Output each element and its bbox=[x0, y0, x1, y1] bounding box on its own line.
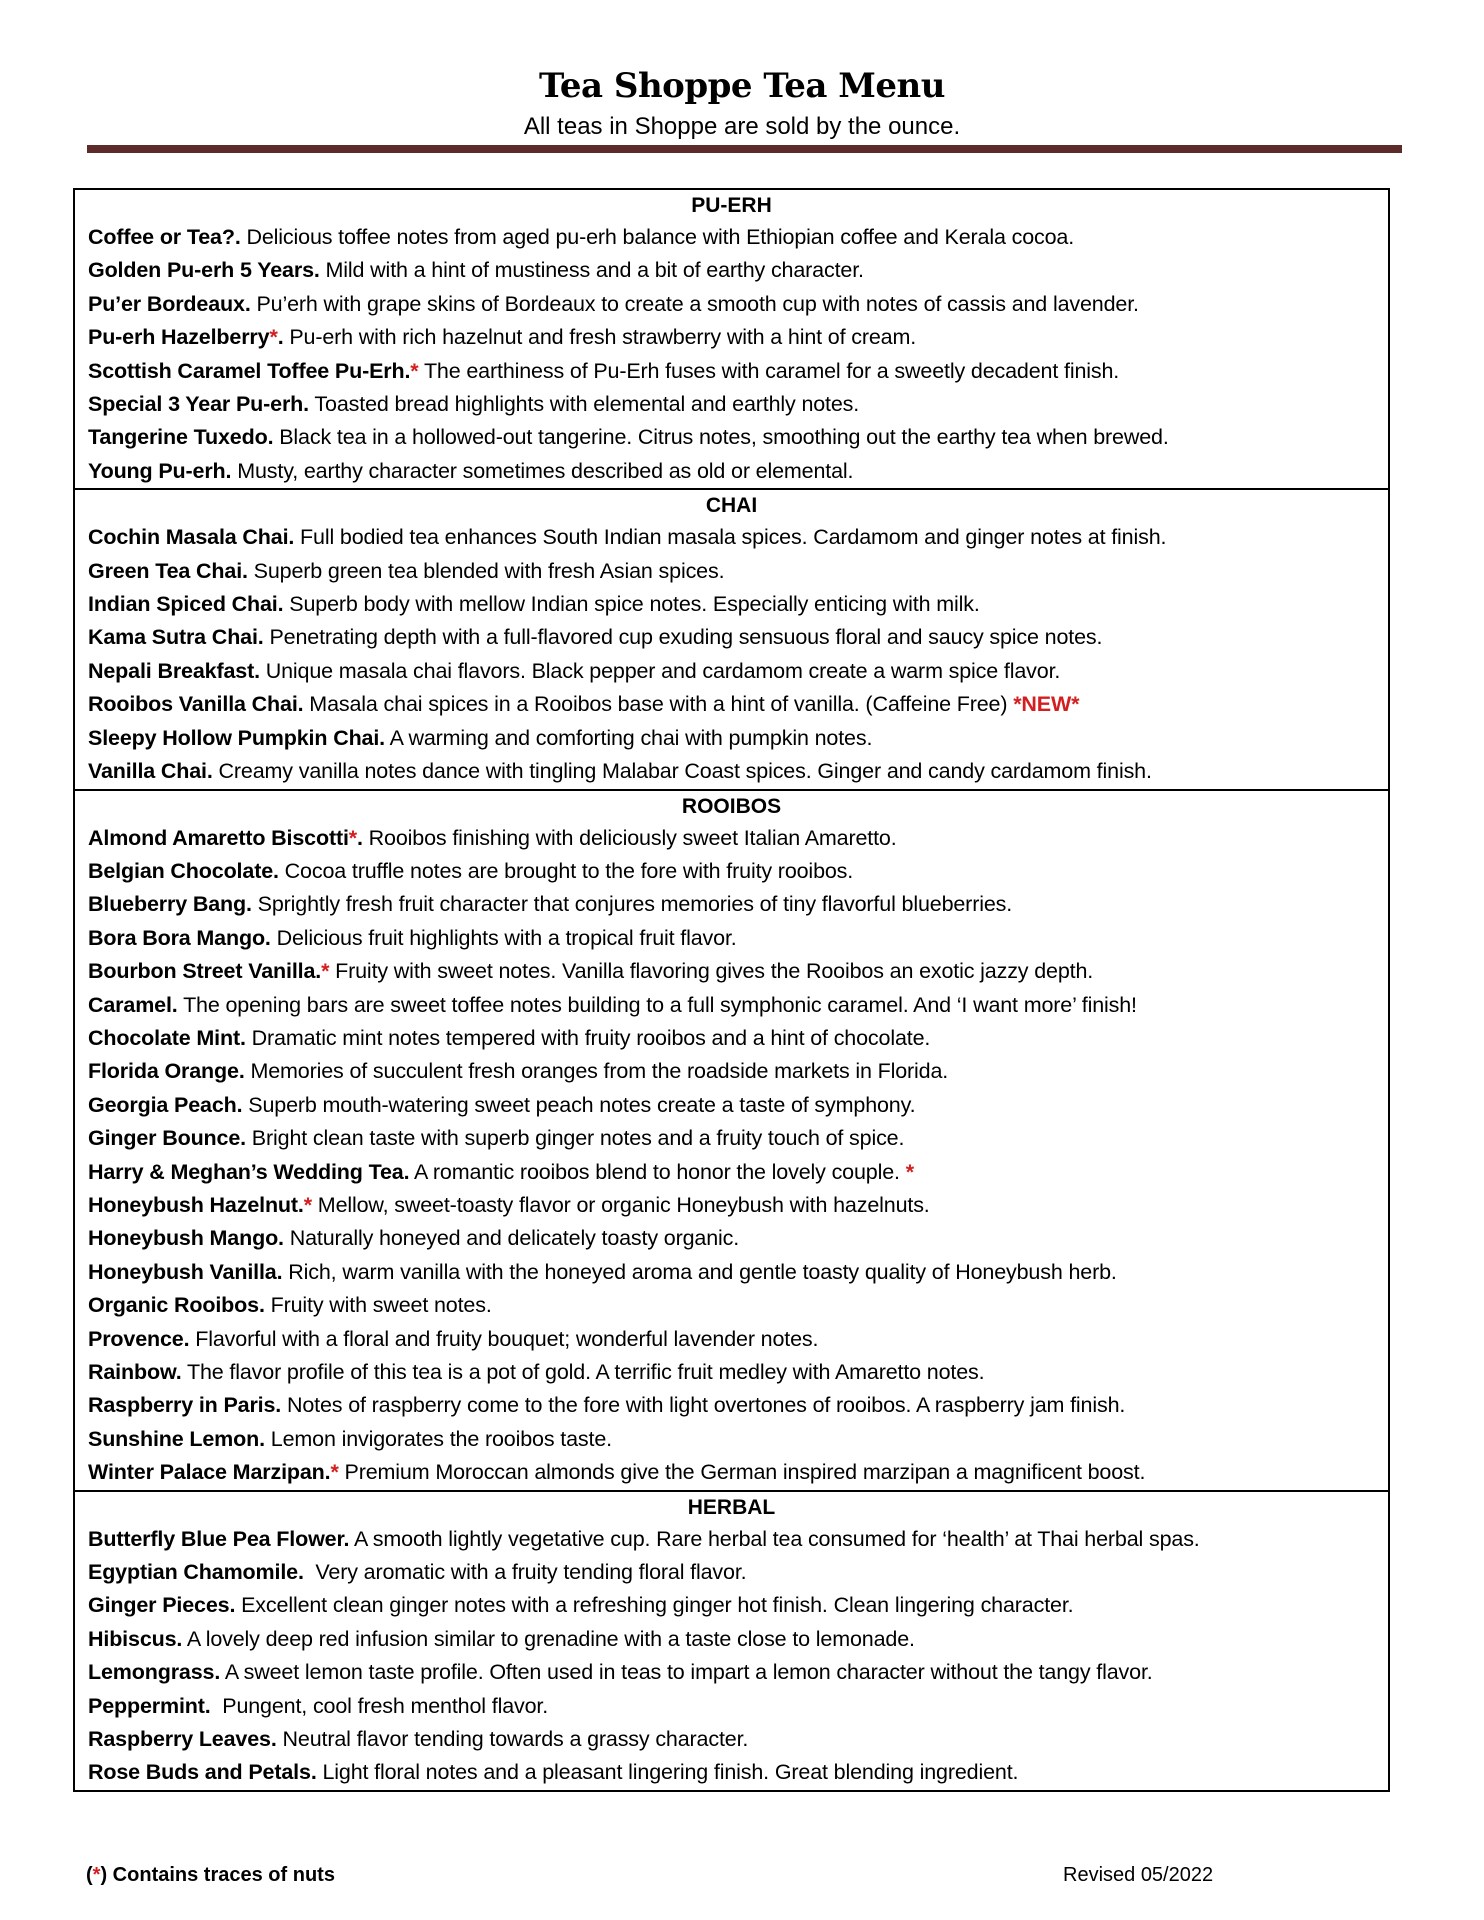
tea-name: Honeybush Mango. bbox=[88, 1226, 284, 1251]
tea-description: Excellent clean ginger notes with a refreshing ginger hot finish. Clean lingering character. bbox=[235, 1593, 1074, 1618]
nut-marker: * bbox=[321, 959, 330, 984]
tea-name-punct: . bbox=[303, 392, 309, 417]
tea-name: Peppermint bbox=[88, 1693, 205, 1718]
tea-description: The opening bars are sweet toffee notes building to a full symphonic caramel. And ‘I want more’ finish! bbox=[177, 992, 1137, 1017]
tea-item bbox=[75, 1389, 1388, 1422]
tea-description: Rooibos finishing with deliciously sweet Italian Amaretto. bbox=[362, 825, 897, 850]
tea-name: Provence. bbox=[88, 1326, 190, 1351]
tea-item bbox=[75, 288, 1388, 321]
tea-description: Light floral notes and a pleasant lingering finish. Great blending ingredient. bbox=[316, 1760, 1019, 1785]
tea-item bbox=[75, 555, 1388, 588]
nut-marker: * bbox=[348, 825, 358, 850]
menu-section bbox=[75, 488, 1388, 788]
tea-description: Delicious toffee notes from aged pu-erh balance with Ethiopian coffee and Kerala cocoa. bbox=[240, 225, 1075, 249]
tea-item bbox=[75, 1289, 1388, 1322]
tea-item bbox=[75, 1256, 1388, 1289]
nuts-footnote: (*) Contains traces of nuts bbox=[86, 1864, 335, 1886]
nut-marker: * bbox=[303, 1192, 312, 1217]
tea-item bbox=[75, 655, 1388, 688]
tea-description: Musty, earthy character sometimes described as old or elemental. bbox=[231, 458, 854, 483]
tea-name: Honeybush Hazelnut. bbox=[88, 1192, 304, 1217]
tea-item bbox=[75, 1156, 1388, 1189]
tea-name: Raspberry in Paris. bbox=[88, 1393, 282, 1418]
tea-item bbox=[75, 1756, 1388, 1789]
tea-name-punct: . bbox=[270, 1727, 277, 1752]
tea-item bbox=[75, 221, 1388, 254]
revision-date: Revised 05/2022 bbox=[1063, 1864, 1214, 1886]
tea-name: Winter Palace Marzipan bbox=[88, 1460, 325, 1485]
tea-description: Lemon invigorates the rooibos taste. bbox=[264, 1426, 612, 1451]
tea-name: Pu-erh Hazelberry bbox=[88, 325, 270, 350]
tea-description: Masala chai spices in a Rooibos base with a hint of vanilla. (Caffeine Free) bbox=[303, 692, 1014, 717]
header-divider bbox=[87, 145, 1402, 153]
tea-item bbox=[75, 989, 1388, 1022]
tea-item bbox=[75, 722, 1388, 755]
nut-marker: * bbox=[269, 325, 278, 350]
tea-name: Coffee or Tea? bbox=[88, 225, 235, 249]
tea-name-punct: . bbox=[404, 358, 411, 383]
tea-item bbox=[75, 1589, 1388, 1622]
tea-item bbox=[75, 1122, 1388, 1155]
menu-section bbox=[75, 190, 1388, 488]
tea-name: Almond Amaretto Biscotti bbox=[88, 825, 349, 850]
tea-item bbox=[75, 1523, 1388, 1556]
tea-item bbox=[75, 455, 1388, 488]
tea-name: Green Tea Chai bbox=[88, 558, 243, 583]
tea-item bbox=[75, 1356, 1388, 1389]
tea-item bbox=[75, 1022, 1388, 1055]
tea-description: Pu-erh with rich hazelnut and fresh strawberry with a hint of cream. bbox=[283, 325, 917, 350]
tea-description: Dramatic mint notes tempered with fruity rooibos and a hint of chocolate. bbox=[245, 1025, 931, 1050]
tea-description: The earthiness of Pu-Erh fuses with caramel for a sweetly decadent finish. bbox=[418, 358, 1120, 383]
tea-item bbox=[75, 1690, 1388, 1723]
tea-description: A romantic rooibos blend to honor the lovely couple. bbox=[409, 1159, 906, 1184]
nut-marker: * bbox=[410, 358, 419, 383]
tea-name: Sleepy Hollow Pumpkin Chai. bbox=[88, 725, 386, 750]
tea-name: Honeybush Vanilla bbox=[88, 1259, 277, 1284]
page-subtitle: All teas in Shoppe are sold by the ounce. bbox=[523, 113, 961, 140]
tea-name: Rooibos Vanilla Chai. bbox=[88, 692, 304, 717]
tea-item bbox=[75, 1456, 1388, 1489]
tea-name: Special 3 Year Pu-erh bbox=[88, 392, 304, 417]
tea-item bbox=[75, 321, 1388, 354]
tea-name: Hibiscus. bbox=[88, 1626, 183, 1651]
tea-description: Black tea in a hollowed-out tangerine. Citrus notes, smoothing out the earthy tea when brewed. bbox=[273, 425, 1169, 450]
tea-name: Pu’er Bordeaux bbox=[88, 291, 245, 316]
tea-item bbox=[75, 1089, 1388, 1122]
tea-description: A lovely deep red infusion similar to grenadine with a taste close to lemonade. bbox=[182, 1626, 915, 1651]
tea-name-punct: . bbox=[276, 1259, 283, 1284]
tea-name: Chocolate Mint. bbox=[88, 1025, 246, 1050]
tea-name: Vanilla Chai. bbox=[88, 759, 213, 784]
tea-description: Notes of raspberry come to the fore with light overtones of rooibos. A raspberry jam finish. bbox=[281, 1393, 1126, 1418]
tea-item bbox=[75, 621, 1388, 654]
tea-name-punct: . bbox=[357, 825, 363, 850]
tea-name: Rose Buds and Petals. bbox=[88, 1760, 317, 1785]
menu-table bbox=[73, 188, 1390, 1792]
tea-description: Premium Moroccan almonds give the German inspired marzipan a magnificent boost. bbox=[338, 1460, 1146, 1485]
tea-item bbox=[75, 888, 1388, 921]
tea-item bbox=[75, 1623, 1388, 1656]
tea-name: Golden Pu-erh 5 Years bbox=[88, 258, 314, 283]
tea-name: Lemongrass bbox=[88, 1660, 215, 1685]
new-badge: *NEW* bbox=[1013, 692, 1080, 717]
tea-description: Bright clean taste with superb ginger notes and a fruity touch of spice. bbox=[245, 1126, 905, 1151]
tea-name: Raspberry Leaves bbox=[88, 1727, 271, 1752]
tea-description: A warming and comforting chai with pumpkin notes. bbox=[385, 725, 873, 750]
tea-description: Mild with a hint of mustiness and a bit of earthy character. bbox=[319, 258, 864, 283]
tea-item bbox=[75, 588, 1388, 621]
tea-description: Fruity with sweet notes. Vanilla flavoring gives the Rooibos an exotic jazzy depth. bbox=[329, 959, 1094, 984]
tea-name: Egyptian Chamomile. bbox=[88, 1560, 304, 1585]
tea-name: Scottish Caramel Toffee Pu-Erh bbox=[88, 358, 405, 383]
tea-name-punct: . bbox=[242, 558, 248, 583]
tea-description: Superb mouth-watering sweet peach notes create a taste of symphony. bbox=[242, 1092, 916, 1117]
tea-name-punct: . bbox=[225, 458, 232, 483]
tea-name: Harry & Meghan’s Wedding Tea. bbox=[88, 1159, 410, 1184]
tea-name: Organic Rooibos. bbox=[88, 1293, 265, 1318]
section-header: CHAI bbox=[705, 494, 758, 518]
tea-item bbox=[75, 1723, 1388, 1756]
section-header: HERBAL bbox=[687, 1495, 776, 1519]
tea-item bbox=[75, 421, 1388, 454]
tea-description: Delicious fruit highlights with a tropical fruit flavor. bbox=[270, 925, 737, 950]
tea-description: Sprightly fresh fruit character that conjures memories of tiny flavorful blueberries. bbox=[251, 892, 1013, 917]
tea-name: Indian Spiced Chai. bbox=[88, 592, 284, 617]
tea-item bbox=[75, 1656, 1388, 1689]
tea-description: Memories of succulent fresh oranges from the roadside markets in Florida. bbox=[244, 1059, 949, 1084]
tea-item bbox=[75, 521, 1388, 554]
tea-description: Unique masala chai flavors. Black pepper and cardamom create a warm spice flavor. bbox=[259, 658, 1061, 683]
tea-item bbox=[75, 1323, 1388, 1356]
menu-section bbox=[75, 1490, 1388, 1790]
tea-item bbox=[75, 1222, 1388, 1255]
tea-item bbox=[75, 1556, 1388, 1589]
tea-item bbox=[75, 822, 1388, 855]
tea-item bbox=[75, 688, 1388, 721]
tea-description: Full bodied tea enhances South Indian masala spices. Cardamom and ginger notes at finish. bbox=[294, 525, 1167, 550]
tea-name-punct: . bbox=[234, 225, 241, 249]
tea-description: Very aromatic with a fruity tending floral flavor. bbox=[303, 1560, 747, 1585]
tea-name: Young Pu-erh bbox=[88, 458, 226, 483]
tea-name: Ginger Pieces bbox=[88, 1593, 230, 1618]
tea-description: Fruity with sweet notes. bbox=[264, 1293, 492, 1318]
tea-item bbox=[75, 1055, 1388, 1088]
tea-item bbox=[75, 355, 1388, 388]
tea-name: Kama Sutra Chai. bbox=[88, 625, 264, 650]
tea-description: Naturally honeyed and delicately toasty organic. bbox=[283, 1226, 740, 1251]
tea-item bbox=[75, 254, 1388, 287]
tea-name-punct: . bbox=[324, 1460, 331, 1485]
tea-name-punct: . bbox=[313, 258, 320, 283]
tea-name: Florida Orange. bbox=[88, 1059, 245, 1084]
tea-description: Toasted bread highlights with elemental and earthly notes. bbox=[309, 392, 860, 417]
tea-description: Pu’erh with grape skins of Bordeaux to create a smooth cup with notes of cassis and lavender. bbox=[250, 291, 1139, 316]
tea-item bbox=[75, 1423, 1388, 1456]
tea-name: Tangerine Tuxedo. bbox=[88, 425, 274, 450]
section-header: PU-ERH bbox=[691, 194, 772, 217]
tea-description: Cocoa truffle notes are brought to the fore with fruity rooibos. bbox=[278, 858, 854, 883]
tea-item bbox=[75, 1189, 1388, 1222]
tea-item bbox=[75, 388, 1388, 421]
tea-name: Belgian Chocolate. bbox=[88, 858, 279, 883]
tea-item bbox=[75, 922, 1388, 955]
menu-section bbox=[75, 789, 1388, 1490]
tea-name: Georgia Peach. bbox=[88, 1092, 243, 1117]
tea-description: Creamy vanilla notes dance with tingling Malabar Coast spices. Ginger and candy cardamom finish. bbox=[212, 759, 1152, 784]
tea-description: Rich, warm vanilla with the honeyed aroma and gentle toasty quality of Honeybush herb. bbox=[282, 1259, 1117, 1284]
tea-description: The flavor profile of this tea is a pot of gold. A terrific fruit medley with Amaretto notes. bbox=[181, 1360, 985, 1384]
nut-marker: * bbox=[330, 1460, 339, 1485]
tea-name: Ginger Bounce. bbox=[88, 1126, 246, 1151]
tea-item bbox=[75, 955, 1388, 988]
tea-description: Neutral flavor tending towards a grassy character. bbox=[276, 1727, 749, 1752]
tea-name: Butterfly Blue Pea Flower. bbox=[88, 1526, 350, 1551]
tea-description: Mellow, sweet-toasty flavor or organic Honeybush with hazelnuts. bbox=[311, 1192, 930, 1217]
nut-marker: * bbox=[905, 1159, 914, 1184]
tea-name-punct: . bbox=[277, 325, 284, 350]
tea-name-punct: . bbox=[214, 1660, 221, 1685]
page-title: Tea Shoppe Tea Menu bbox=[539, 66, 945, 106]
tea-name: Rainbow. bbox=[88, 1360, 182, 1384]
tea-description: A sweet lemon taste profile. Often used in teas to impart a lemon character without the tangy flavor. bbox=[220, 1660, 1153, 1685]
tea-name: Cochin Masala Chai. bbox=[88, 525, 295, 550]
tea-description: Penetrating depth with a full-flavored cup exuding sensuous floral and saucy spice notes. bbox=[263, 625, 1103, 650]
tea-item bbox=[75, 755, 1388, 788]
tea-name: Nepali Breakfast. bbox=[88, 658, 260, 683]
tea-item bbox=[75, 855, 1388, 888]
tea-name-punct: . bbox=[244, 291, 251, 316]
tea-name: Blueberry Bang. bbox=[88, 892, 252, 917]
tea-name-punct: . bbox=[204, 1693, 211, 1718]
tea-description: A smooth lightly vegetative cup. Rare herbal tea consumed for ‘health’ at Thai herbal spas. bbox=[349, 1526, 1200, 1551]
tea-name: Bourbon Street Vanilla. bbox=[88, 959, 322, 984]
section-header: ROOIBOS bbox=[681, 794, 782, 818]
tea-description: Flavorful with a floral and fruity bouquet; wonderful lavender notes. bbox=[189, 1326, 819, 1351]
tea-description: Superb green tea blended with fresh Asian spices. bbox=[247, 558, 725, 583]
tea-name: Bora Bora Mango. bbox=[88, 925, 271, 950]
tea-description: Superb body with mellow Indian spice notes. Especially enticing with milk. bbox=[283, 592, 980, 617]
tea-name: Caramel. bbox=[88, 992, 178, 1017]
tea-name: Sunshine Lemon. bbox=[88, 1426, 265, 1451]
tea-description: Pungent, cool fresh menthol flavor. bbox=[210, 1693, 549, 1718]
tea-name-punct: . bbox=[229, 1593, 236, 1618]
footnote-asterisk: * bbox=[92, 1864, 101, 1886]
